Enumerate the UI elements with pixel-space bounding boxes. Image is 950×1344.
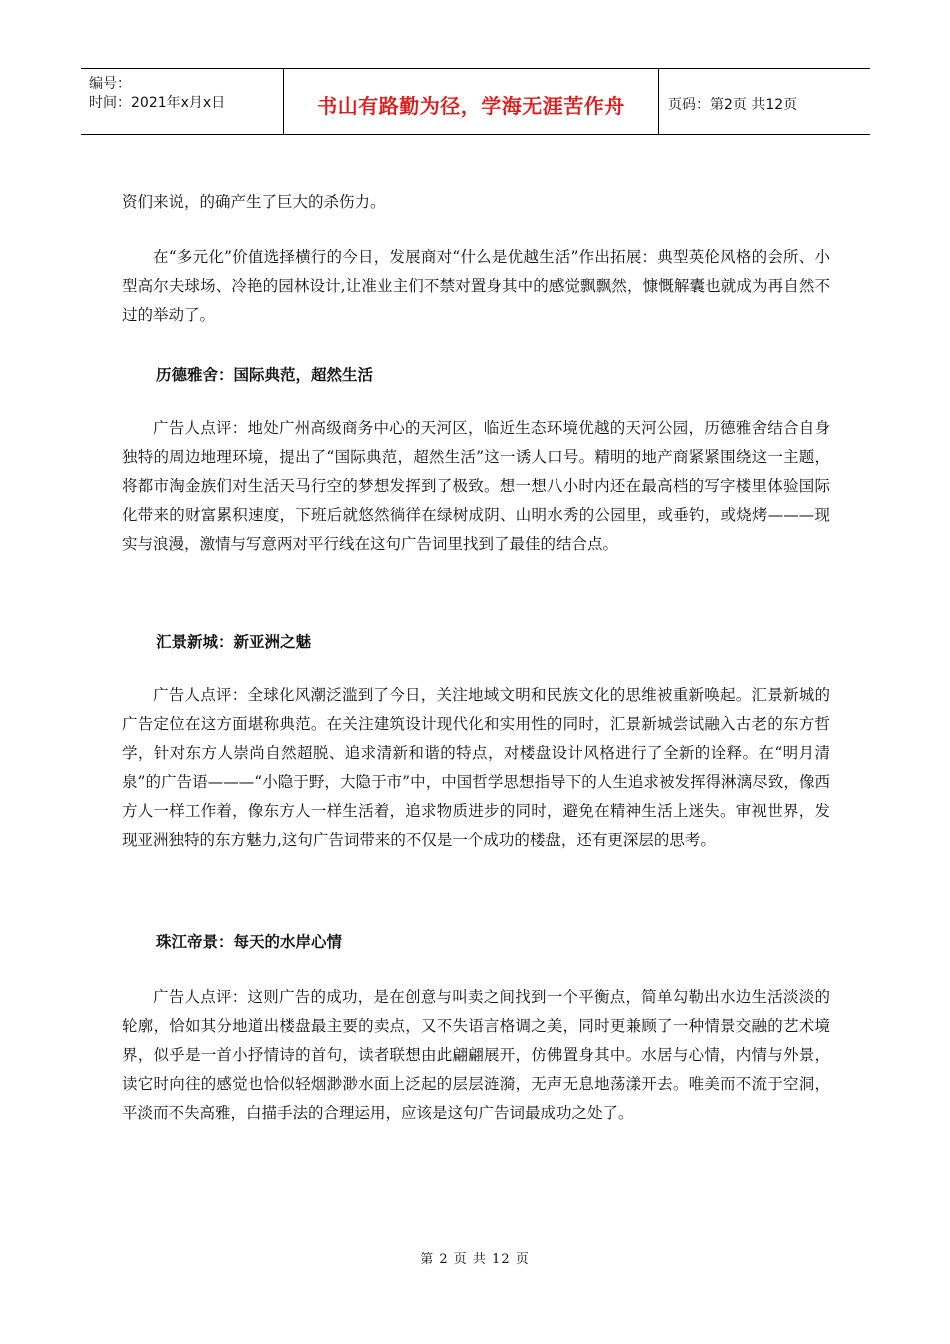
document-time-label: 时间：2021年x月x日	[89, 95, 226, 111]
document-number-label: 编号：	[89, 76, 131, 92]
paragraph-continuation: 资们来说，的确产生了巨大的杀伤力。	[122, 193, 386, 211]
paragraph-huijing-review: 广告人点评：全球化风潮泛滥到了今日，关注地域文明和民族文化的思维被重新唤起。汇景新城的广告定位在这方面堪称典范。在关注建筑设计现代化和实用性的同时，汇景新城尝试融入古老的东方哲学，针对东方人崇尚自然超脱、追求清新和谐的特点，对楼盘设计风格进行了全新的诠释。在“明月清泉”的广告语———“小隐于野，大隐于市”中，中国哲学思想指导下的人生追求被发挥得淋漓尽致，像西方人一样工作着，像东方人一样生活着，追求物质进步的同时，避免在精神生活上迷失。审视世界，发现亚洲独特的东方魅力,这句广告词带来的不仅是一个成功的楼盘，还有更深层的思考。	[122, 686, 830, 849]
section-heading-huijing: 汇景新城：新亚洲之魅	[156, 633, 312, 651]
paragraph-intro: 在“多元化”价值选择横行的今日，发展商对“什么是优越生活”作出拓展：典型英伦风格的会所、小型高尔夫球场、冷艳的园林设计,让准业主们不禁对置身其中的感觉飘飘然，慷慨解囊也就成为再自然不过的举动了。	[122, 248, 830, 324]
paragraph-zhujiang-review: 广告人点评：这则广告的成功，是在创意与叫卖之间找到一个平衡点，简单勾勒出水边生活淡淡的轮廓，恰如其分地道出楼盘最主要的卖点，又不失语言格调之美，同时更兼顾了一种情景交融的艺术境界，似乎是一首小抒情诗的首句，读者联想由此翩翩展开，仿佛置身其中。水居与心情，内情与外景，读它时向往的感觉也恰似轻烟渺渺水面上泛起的层层涟漪，无声无息地荡漾开去。唯美而不流于空洞，平淡而不失高雅，白描手法的合理运用，应该是这句广告词最成功之处了。	[122, 988, 830, 1122]
page-footer: 第 2 页 共 12 页	[420, 1252, 530, 1267]
section-heading-zhujiang: 珠江帝景：每天的水岸心情	[156, 933, 343, 951]
header-page-info: 页码：第2页 共12页	[668, 96, 798, 113]
header-meta	[81, 69, 284, 134]
section-heading-lideyashe: 历德雅舍：国际典范，超然生活	[156, 366, 374, 384]
paragraph-lideyashe-review: 广告人点评：地处广州高级商务中心的天河区，临近生态环境优越的天河公园，历德雅舍结合自身独特的周边地理环境，提出了“国际典范，超然生活”这一诱人口号。精明的地产商紧紧围绕这一主题，将都市淘金族们对生活天马行空的梦想发挥到了极致。想一想八小时内还在最高档的写字楼里体验国际化带来的财富累积速度，下班后就悠然徜徉在绿树成阴、山明水秀的公园里，或垂钓，或烧烤———现实与浪漫，激情与写意两对平行线在这句广告词里找到了最佳的结合点。	[122, 419, 830, 553]
header-motto: 书山有路勤为径，学海无涯苦作舟	[284, 69, 659, 134]
page-header	[81, 68, 870, 135]
